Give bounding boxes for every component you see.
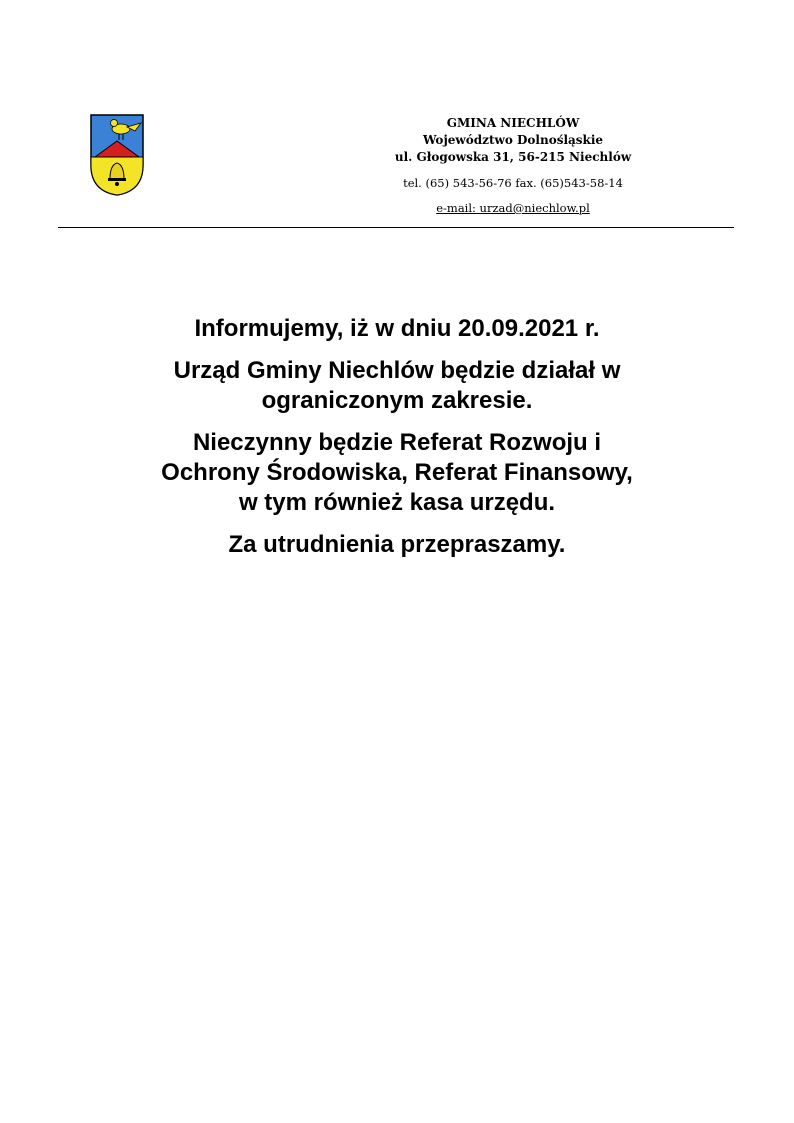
org-name: GMINA NIECHLÓW (446, 116, 580, 130)
notice-apology: Za utrudnienia przepraszamy. (228, 531, 566, 558)
letterhead (380, 115, 646, 216)
notice-date-line: Informujemy, iż w dniu 20.09.2021 r. (194, 315, 600, 342)
coat-of-arms-icon (89, 113, 145, 197)
notice-office-line: Urząd Gminy Niechlów będzie działał w ograniczonym zakresie. (173, 357, 621, 414)
notice-closed-departments: Nieczynny będzie Referat Rozwoju i Ochrony Środowiska, Referat Finansowy, w tym również kasa urzędu. (161, 429, 633, 516)
address: ul. Głogowska 31, 56-215 Niechlów (394, 150, 632, 164)
header-divider (58, 227, 734, 228)
notice-body (60, 314, 734, 572)
phone-fax: tel. (65) 543-56-76 fax. (65)543-58-14 (403, 176, 623, 190)
voivodeship: Województwo Dolnośląskie (422, 133, 604, 147)
email-link[interactable]: e-mail: urzad@niechlow.pl (436, 201, 590, 215)
